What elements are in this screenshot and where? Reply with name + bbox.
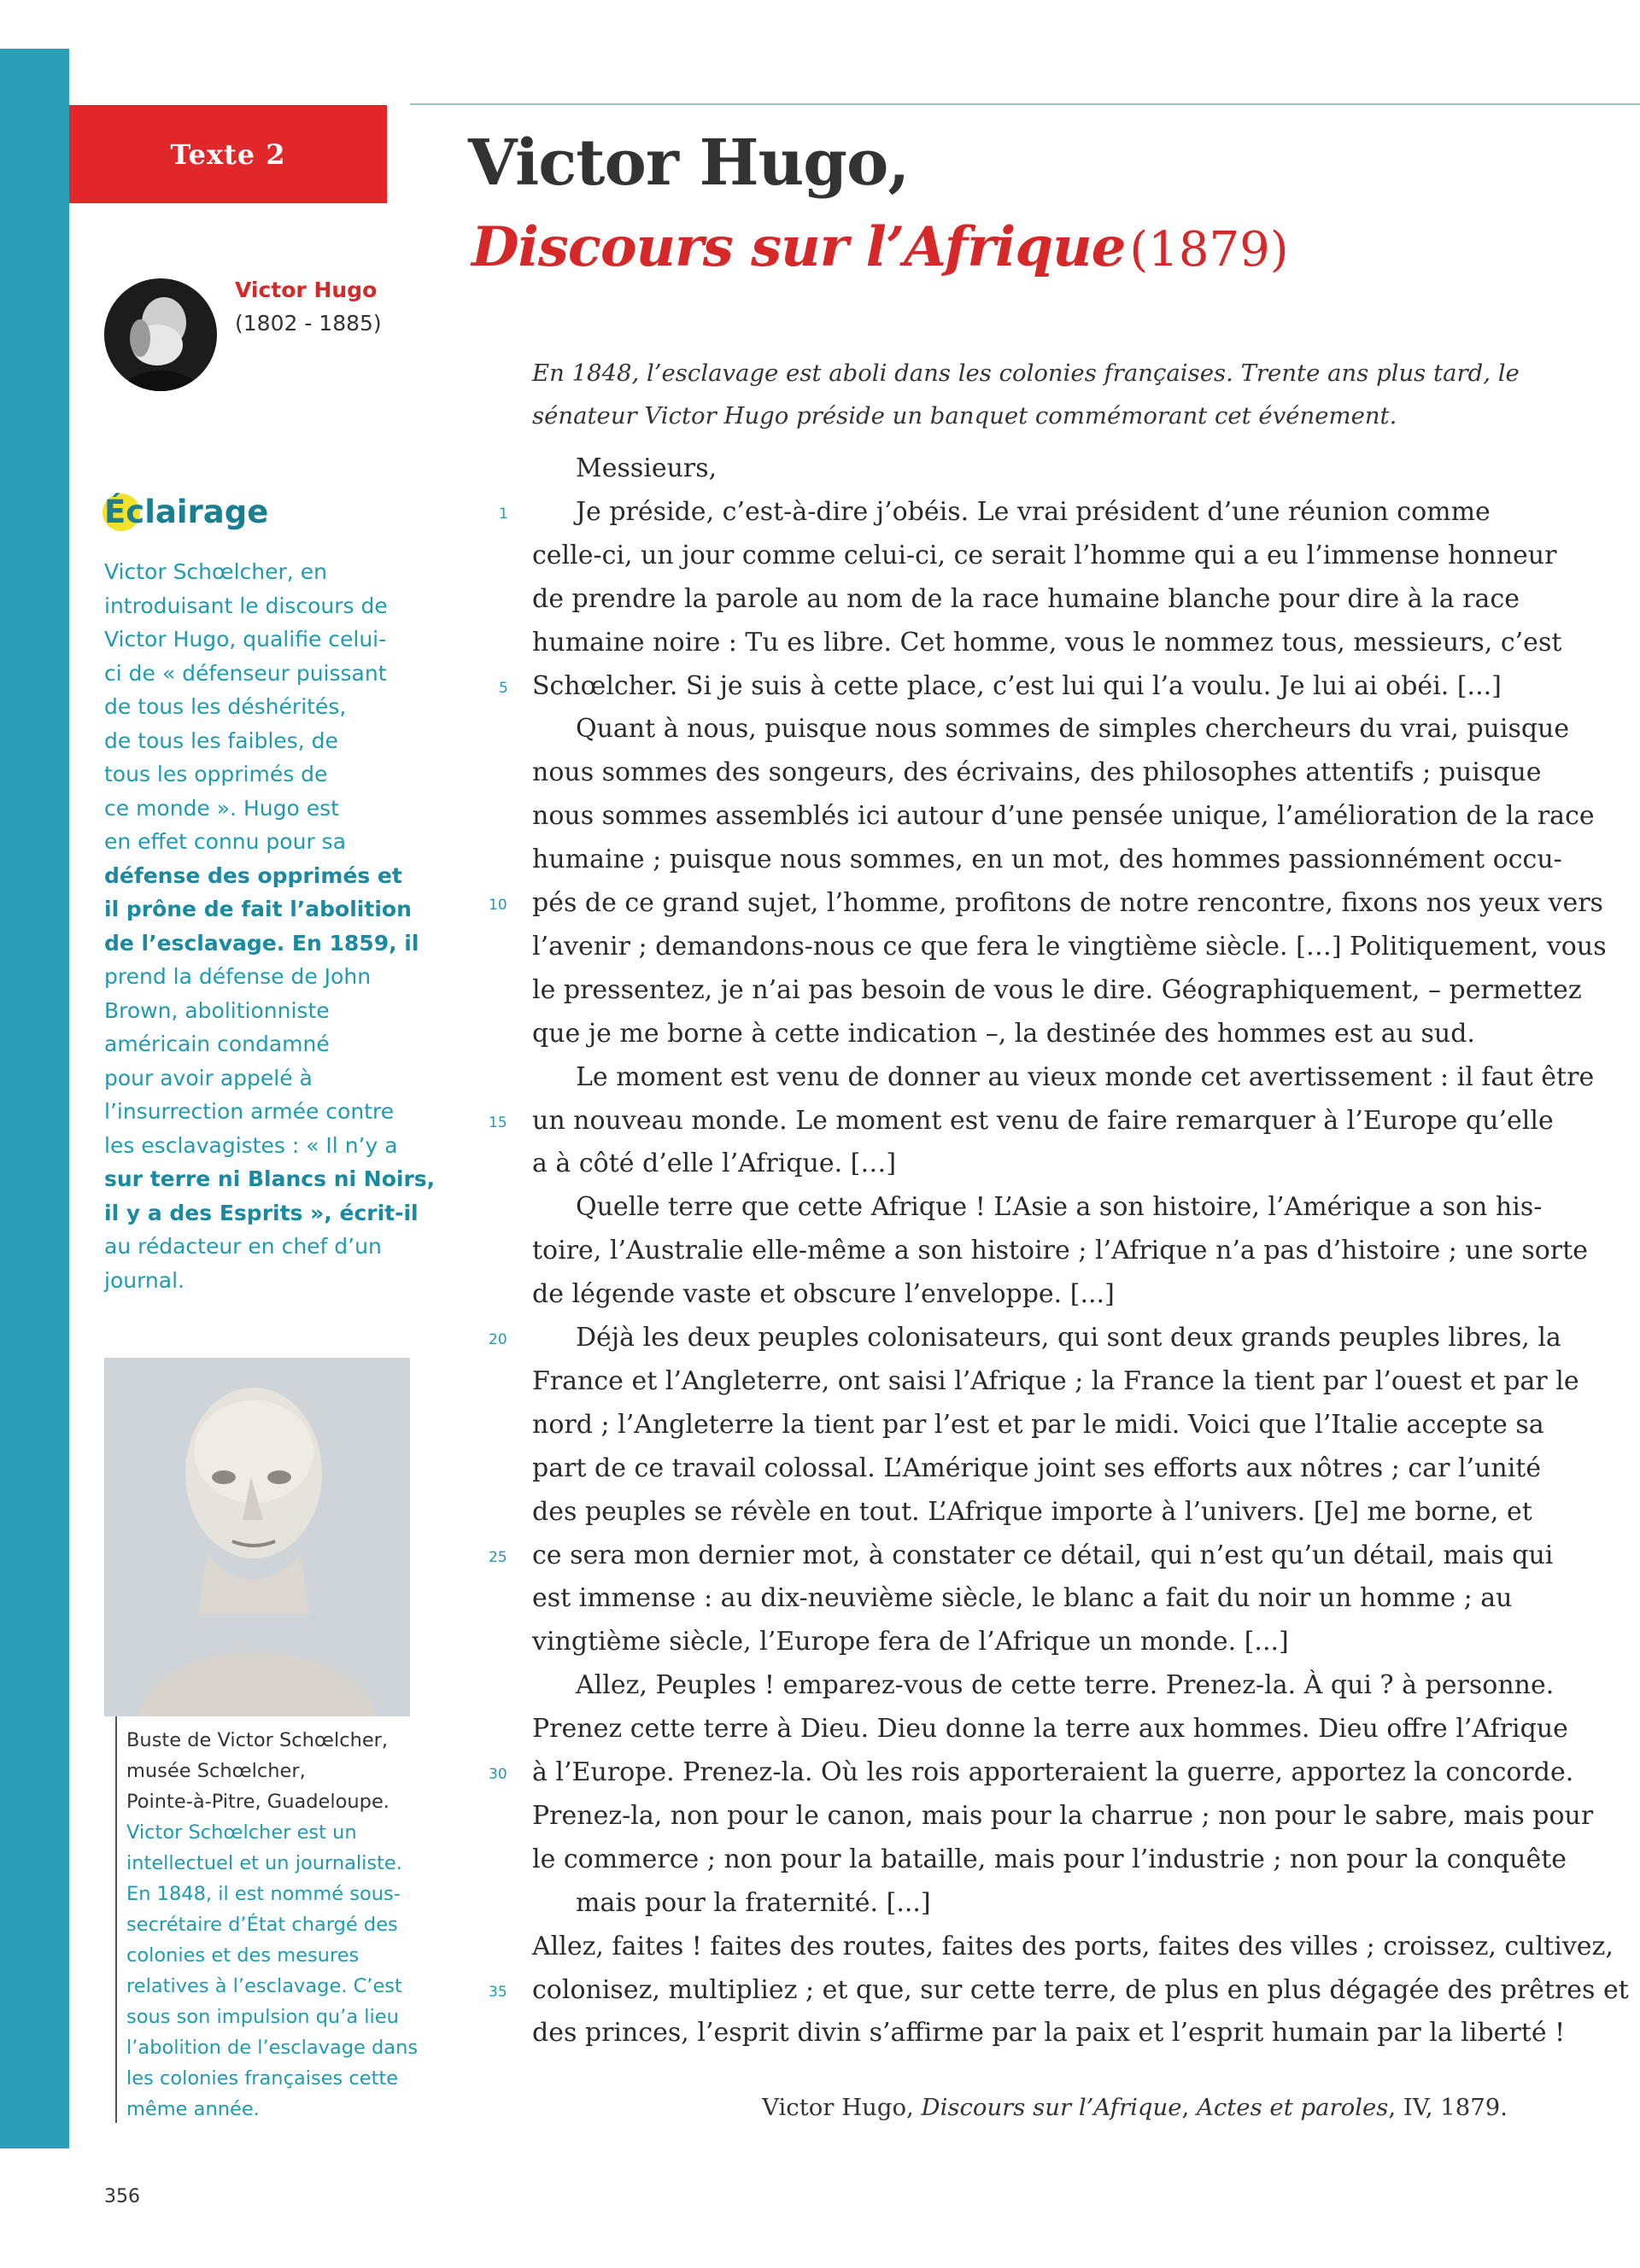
eclairage-line: Victor Hugo, qualifie celui-: [104, 627, 387, 652]
eclairage-line: introduisant le discours de: [104, 593, 388, 618]
eclairage-line-bold: il y a des Esprits », écrit-il: [104, 1200, 419, 1225]
source-author: Victor Hugo,: [762, 2094, 922, 2121]
eclairage-line: au rédacteur en chef d’un: [104, 1234, 382, 1259]
portrait-image: [104, 278, 217, 391]
caption-title-line: musée Schœlcher,: [126, 1760, 306, 1782]
speech-line: Quelle terre que cette Afrique ! L’Asie a son histoire, l’Amérique a son his-: [576, 1192, 1543, 1223]
source-reference: [762, 2094, 1508, 2121]
speech-line: pés de ce grand sujet, l’homme, profitons de notre rencontre, fixons nos yeux vers: [532, 888, 1603, 918]
eclairage-line: journal.: [104, 1267, 184, 1293]
speech-line: le pressentez, je n’ai pas besoin de vous le dire. Géographiquement, – permettez: [532, 974, 1582, 1005]
caption-body-line: l’abolition de l’esclavage dans: [126, 2037, 419, 2059]
speech-line: Allez, Peuples ! emparez-vous de cette terre. Prenez-la. À qui ? à personne.: [576, 1670, 1555, 1701]
speech-line: de légende vaste et obscure l’enveloppe. [...]: [532, 1279, 1115, 1310]
speech-line: Je préside, c’est-à-dire j’obéis. Le vrai président d’une réunion comme: [576, 496, 1491, 527]
title-work-year: (1879): [1129, 222, 1289, 278]
caption-body-line: En 1848, il est nommé sous-: [126, 1883, 401, 1905]
speech-line: est immense : au dix-neuvième siècle, le blanc a fait du noir un homme ; au: [532, 1583, 1513, 1614]
speech-line: Messieurs,: [576, 453, 718, 483]
eclairage-line: américain condamné: [104, 1032, 330, 1056]
speech-line: toire, l’Australie elle-même a son histoire ; l’Afrique n’a pas d’histoire ; une sorte: [532, 1236, 1588, 1266]
eclairage-line: ce monde ». Hugo est: [104, 795, 339, 821]
caption-body-line: secrétaire d’État chargé des: [126, 1914, 398, 1936]
eclairage-line-bold: défense des opprimés et: [104, 862, 402, 888]
text-number-label: Texte 2: [170, 137, 286, 171]
eclairage-line: l’insurrection armée contre: [104, 1099, 395, 1124]
speech-line: a à côté d’elle l’Afrique. […]: [532, 1149, 897, 1179]
speech-line: mais pour la fraternité. [...]: [576, 1887, 931, 1918]
page-number: 356: [104, 2186, 140, 2207]
caption-body-line: même année.: [126, 2098, 260, 2120]
speech-line: France et l’Angleterre, ont saisi l’Afrique ; la France la tient par l’ouest et par le: [532, 1365, 1579, 1396]
text-number-tab: [69, 105, 387, 203]
caption-body-line: sous son impulsion qu’a lieu: [126, 2006, 399, 2028]
source-collection: Actes et paroles: [1196, 2094, 1389, 2121]
line-number: 15: [489, 1114, 507, 1131]
speech-line: de prendre la parole au nom de la race humaine blanche pour dire à la race: [532, 583, 1520, 614]
speech-line: nous sommes des songeurs, des écrivains, des philosophes attentifs ; puisque: [532, 757, 1542, 788]
caption-body-line: intellectuel et un journaliste.: [126, 1852, 402, 1874]
author-name: Victor Hugo: [235, 278, 378, 302]
speech-line: celle-ci, un jour comme celui-ci, ce serait l’homme qui a eu l’immense honneur: [532, 540, 1557, 570]
caption-title-line: Buste de Victor Schœlcher,: [126, 1729, 389, 1751]
eclairage-body: [104, 555, 436, 1297]
eclairage-line: ci de « défenseur puissant: [104, 660, 387, 686]
source-rest: , IV, 1879.: [1388, 2094, 1508, 2121]
speech-line: humaine ; puisque nous sommes, en un mot, des hommes passionnément occu-: [532, 845, 1562, 875]
speech-line: colonisez, multipliez ; et que, sur cette terre, de plus en plus dégagée des prêtres et: [532, 1974, 1629, 2005]
bust-photo: [104, 1358, 410, 1716]
speech-line: Quant à nous, puisque nous sommes de simples chercheurs du vrai, puisque: [576, 714, 1570, 745]
speech-line: Le moment est venu de donner au vieux monde cet avertissement : il faut être: [576, 1061, 1595, 1092]
speech-line: Prenez-la, non pour le canon, mais pour la charrue ; non pour le sabre, mais pour: [532, 1800, 1594, 1831]
author-portrait: [104, 278, 217, 391]
header-rule: [410, 103, 1640, 105]
speech-line: nord ; l’Angleterre la tient par l’est et par le midi. Voici que l’Italie accepte sa: [532, 1409, 1544, 1440]
caption-body-line: colonies et des mesures: [126, 1944, 360, 1967]
eclairage-line-bold: il prône de fait l’abolition: [104, 897, 412, 921]
line-number: 10: [489, 897, 507, 914]
eclairage-line: de tous les déshérités,: [104, 694, 347, 719]
caption-body-line: relatives à l’esclavage. C’est: [126, 1975, 402, 1997]
speech-line: nous sommes assemblés ici autour d’une pensée unique, l’amélioration de la race: [532, 801, 1595, 832]
intro-paragraph: [532, 352, 1520, 437]
page-title-work: [472, 215, 1289, 279]
left-margin-bar: [0, 49, 69, 2148]
eclairage-line-bold: sur terre ni Blancs ni Noirs,: [104, 1166, 436, 1191]
line-number: 30: [489, 1766, 507, 1783]
speech-line: que je me borne à cette indication –, la destinée des hommes est au sud.: [532, 1018, 1475, 1049]
eclairage-line: Brown, abolitionniste: [104, 997, 330, 1023]
caption-title-line: Pointe-à-Pitre, Guadeloupe.: [126, 1791, 390, 1813]
speech-line: Déjà les deux peuples colonisateurs, qui sont deux grands peuples libres, la: [576, 1323, 1561, 1353]
caption-body-line: les colonies françaises cette: [126, 2067, 399, 2090]
eclairage-title: Éclairage: [104, 494, 269, 530]
line-number: 1: [499, 505, 508, 523]
bust-image: [104, 1358, 410, 1716]
eclairage-line: de tous les faibles, de: [104, 728, 338, 753]
speech-line: des princes, l’esprit divin s’affirme par la paix et l’esprit humain par la liberté !: [532, 2018, 1566, 2049]
speech-line: l’avenir ; demandons-nous ce que fera le vingtième siècle. […] Politiquement, vous: [532, 931, 1607, 962]
eclairage-line: prend la défense de John: [104, 964, 372, 989]
eclairage-line: les esclavagistes : « Il n’y a: [104, 1132, 398, 1158]
speech-line: vingtième siècle, l’Europe fera de l’Afrique un monde. [...]: [532, 1627, 1289, 1657]
line-number: 35: [489, 1983, 507, 2001]
image-caption: [126, 1725, 417, 2125]
line-number: 5: [499, 679, 508, 697]
page-title-author: Victor Hugo,: [468, 126, 910, 200]
speech-line: des peuples se révèle en tout. L’Afrique importe à l’univers. [Je] me borne, et: [532, 1496, 1532, 1527]
caption-body-line: Victor Schœlcher est un: [126, 1821, 357, 1844]
eclairage-line: tous les opprimés de: [104, 762, 328, 786]
speech-line: le commerce ; non pour la bataille, mais pour l’industrie ; non pour la conquête: [532, 1844, 1567, 1874]
eclairage-line-bold: de l’esclavage. En 1859, il: [104, 930, 419, 956]
intro-line: sénateur Victor Hugo préside un banquet commémorant cet événement.: [532, 402, 1397, 430]
title-work-name: Discours sur l’Afrique: [472, 215, 1126, 279]
speech-line: part de ce travail colossal. L’Amérique joint ses efforts aux nôtres ; car l’unité: [532, 1453, 1542, 1483]
caption-rule: [115, 1716, 117, 2123]
speech-line: humaine noire : Tu es libre. Cet homme, vous le nommez tous, messieurs, c’est: [532, 627, 1562, 658]
speech-line: à l’Europe. Prenez-la. Où les rois apporteraient la guerre, apportez la concorde.: [532, 1757, 1574, 1787]
source-sep: ,: [1181, 2094, 1197, 2121]
line-number: 20: [489, 1331, 507, 1348]
author-dates: (1802 - 1885): [235, 311, 382, 336]
eclairage-line: pour avoir appelé à: [104, 1065, 313, 1090]
speech-line: ce sera mon dernier mot, à constater ce détail, qui n’est qu’un détail, mais qui: [532, 1540, 1554, 1570]
line-number: 25: [489, 1548, 507, 1566]
eclairage-line: en effet connu pour sa: [104, 829, 347, 854]
speech-line: Prenez cette terre à Dieu. Dieu donne la terre aux hommes. Dieu offre l’Afrique: [532, 1714, 1568, 1745]
speech-line: Allez, faites ! faites des routes, faites des ports, faites des villes ; croissez, cultivez,: [532, 1931, 1614, 1961]
speech-line: Schœlcher. Si je suis à cette place, c’est lui qui l’a voulu. Je lui ai obéi. [...]: [532, 670, 1502, 701]
eclairage-line: Victor Schœlcher, en: [104, 559, 327, 584]
speech-line: un nouveau monde. Le moment est venu de faire remarquer à l’Europe qu’elle: [532, 1105, 1554, 1136]
intro-line: En 1848, l’esclavage est aboli dans les colonies françaises. Trente ans plus tard, le: [532, 359, 1520, 387]
source-work: Discours sur l’Afrique: [921, 2094, 1182, 2121]
